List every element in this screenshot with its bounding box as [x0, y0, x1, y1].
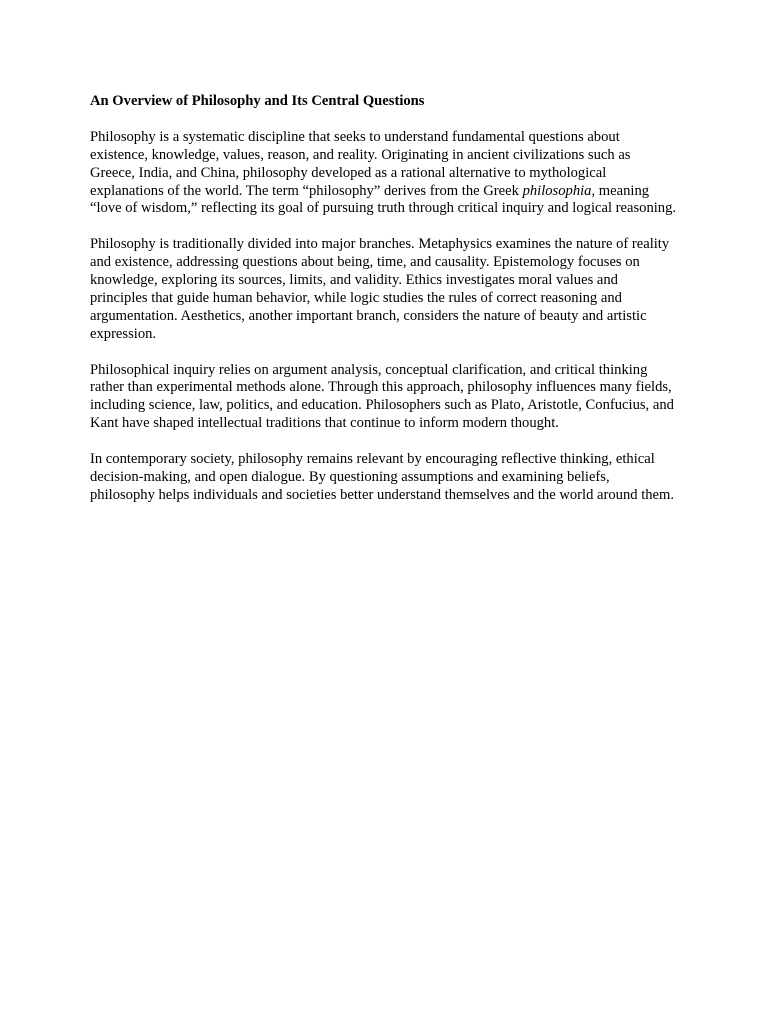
paragraph-contemporary: In contemporary society, philosophy remains relevant by encouraging reflective thinking, ethical decision-making, and open dialogue. By questioning assumptions and examining beliefs, philosophy helps individuals and societies better understand themselves and the world around them. [90, 451, 675, 503]
italic-term: philosophia [522, 182, 592, 199]
paragraph-intro [90, 129, 678, 219]
paragraph-inquiry: Philosophical inquiry relies on argument analysis, conceptual clarification, and critical thinking rather than experimental methods alone. Through this approach, philosophy influences many fields, including science, law, politics, and education. Philosophers such as Plato, Aristotle, Confucius, and Kant have shaped intellectual traditions that continue to inform modern thought. [90, 361, 674, 432]
document-body [90, 93, 678, 505]
paragraph-intro-text-start: Philosophy is a systematic discipline that seeks to understand fundamental questions about existence, knowledge, values, reason, and reality. Originating in ancient civilizations such as Greece, India, and China, philosophy developed as a rational alternative to mythological explanations of the world. The term “philosophy” derives from the Greek [90, 128, 631, 199]
paragraph-intro-text-end: , meaning “love of wisdom,” reflecting its goal of pursuing truth through critical inquiry and logical reasoning. [90, 182, 677, 217]
paragraph-branches: Philosophy is traditionally divided into major branches. Metaphysics examines the nature of reality and existence, addressing questions about being, time, and causality. Epistemology focuses on knowledge, exploring its sources, limits, and validity. Ethics investigates moral values and principles that guide human behavior, while logic studies the rules of correct reasoning and argumentation. Aesthetics, another important branch, considers the nature of beauty and artistic expression. [90, 236, 670, 342]
document-title: An Overview of Philosophy and Its Central Questions [90, 93, 425, 109]
